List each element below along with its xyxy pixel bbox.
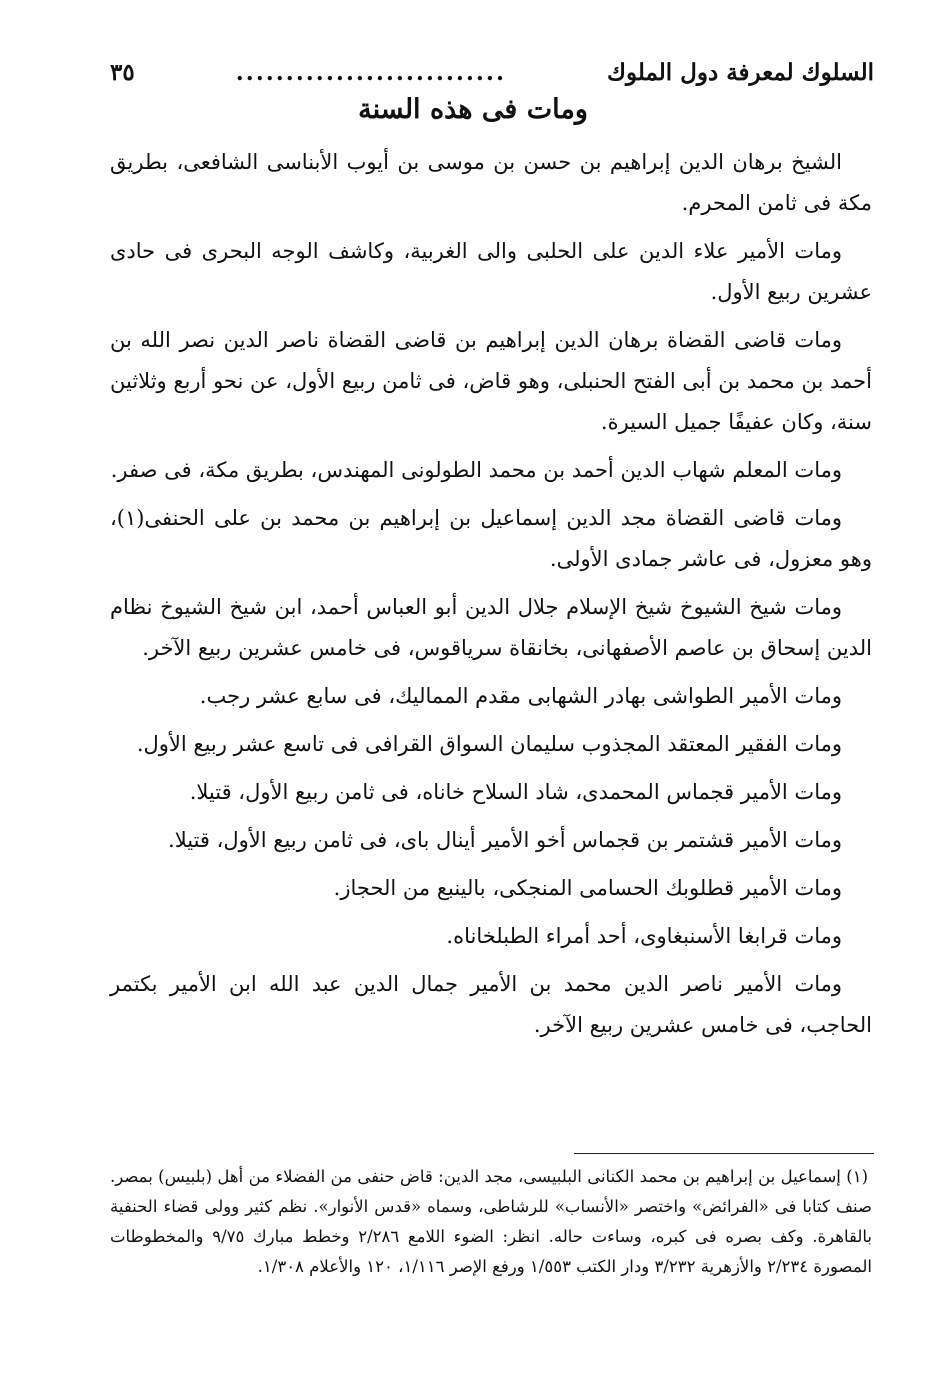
footnote: [110, 1162, 872, 1282]
running-title: السلوك لمعرفة دول الملوك: [606, 58, 874, 86]
running-header: [110, 52, 874, 92]
section-title: ومات فى هذه السنة: [358, 94, 588, 125]
body-text: [110, 142, 872, 1053]
paragraph: ومات الفقير المعتقد المجذوب سليمان السواق القرافى فى تاسع عشر ربيع الأول.: [136, 732, 842, 756]
paragraph: ومات قاضى القضاة برهان الدين إبراهيم بن قاضى القضاة ناصر الدين نصر الله بن أحمد بن محمد بن أبى الفتح الحنبلى، وهو قاض، فى ثامن ربيع الأول، عن نحو أربع وثلاثين سنة، وكان عفيفًا جميل السيرة.: [110, 328, 872, 434]
paragraph: ومات الأمير قشتمر بن قجماس أخو الأمير أينال باى، فى ثامن ربيع الأول، قتيلا.: [168, 828, 842, 852]
footnote-text: (١) إسماعيل بن إبراهيم بن محمد الكنانى البلبيسى، مجد الدين: قاض حنفى من الفضلاء من أهل (بلبيس) بمصر. صنف كتابا فى «الفرائض» واختصر «الأنساب» للرشاطى، وسماه «قدس الأنوار». نظم كثير وولى قضاء الحنفية بالقاهرة. وكف بصره فى كبره، وساءت حاله. انظر: الضوء اللامع ٢/٢٨٦ وخطط مبارك ٩/٧٥ والمخطوطات المصورة ٢/٢٣٤ والأزهرية ٣/٢٣٢ ودار الكتب ١/٥٥٣ ورفع الإصر ١/١١٦، ١٢٠ والأعلام ١/٣٠٨.: [110, 1167, 872, 1276]
dot-leader: ...........................: [235, 58, 506, 86]
paragraph: ومات قرابغا الأسنبغاوى، أحد أمراء الطبلخاناه.: [446, 924, 842, 948]
paragraph: ومات الأمير ناصر الدين محمد بن الأمير جمال الدين عبد الله ابن الأمير بكتمر الحاجب، فى خامس عشرين ربيع الآخر.: [110, 972, 872, 1037]
paragraph: ومات المعلم شهاب الدين أحمد بن محمد الطولونى المهندس، بطريق مكة، فى صفر.: [110, 458, 842, 482]
paragraph: ومات الأمير قجماس المحمدى، شاد السلاح خاناه، فى ثامن ربيع الأول، قتيلا.: [189, 780, 842, 804]
paragraph: ومات الأمير قطلوبك الحسامى المنجكى، بالينبع من الحجاز.: [333, 876, 842, 900]
paragraph: ومات الأمير الطواشى بهادر الشهابى مقدم المماليك، فى سابع عشر رجب.: [199, 684, 842, 708]
paragraph: الشيخ برهان الدين إبراهيم بن حسن بن موسى بن أيوب الأبناسى الشافعى، بطريق مكة فى ثامن المحرم.: [110, 150, 872, 215]
paragraph: ومات قاضى القضاة مجد الدين إسماعيل بن إبراهيم بن محمد بن على الحنفى(١)، وهو معزول، فى عاشر جمادى الأولى.: [110, 506, 872, 571]
paragraph: ومات الأمير علاء الدين على الحلبى والى الغربية، وكاشف الوجه البحرى فى حادى عشرين ربيع الأول.: [110, 239, 872, 304]
page-number: ٣٥: [110, 58, 135, 86]
paragraph: ومات شيخ الشيوخ شيخ الإسلام جلال الدين أبو العباس أحمد، ابن شيخ الشيوخ نظام الدين إسحاق بن عاصم الأصفهانى، بخانقاة سرياقوس، فى خامس عشرين ربيع الآخر.: [110, 595, 872, 660]
footnote-separator: [574, 1153, 874, 1154]
